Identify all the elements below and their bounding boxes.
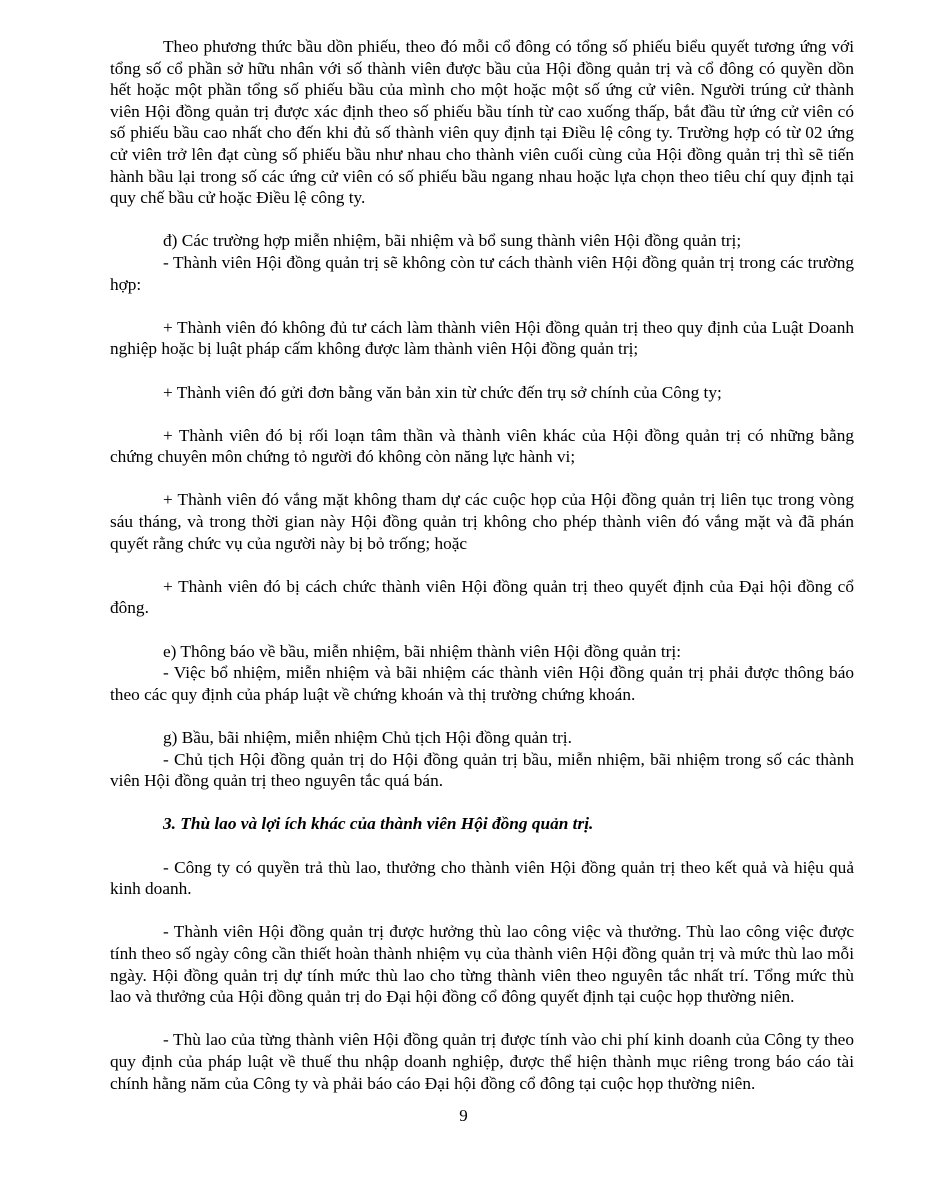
page-number: 9	[459, 1106, 468, 1125]
paragraph-chairman-body: - Chủ tịch Hội đồng quản trị do Hội đồng quản trị bầu, miễn nhiệm, bãi nhiệm trong số các thành viên Hội đồng quản trị theo nguyên tắc quá bán.	[110, 749, 854, 791]
list-item-mental-disorder: + Thành viên đó bị rối loạn tâm thần và thành viên khác của Hội đồng quản trị có những bằng chứng chuyên môn chứng tỏ người đó không còn năng lực hành vi;	[110, 425, 854, 467]
paragraph-cumulative-voting: Theo phương thức bầu dồn phiếu, theo đó mỗi cổ đông có tổng số phiếu biểu quyết tương ứng với tổng số cổ phần sở hữu nhân với số thành viên được bầu của Hội đồng quản trị và cổ đông có quyền dồn hết hoặc một phần tổng số phiếu bầu của mình cho một hoặc một số ứng cử viên. Người trúng cử thành viên Hội đồng quản trị được xác định theo số phiếu bầu tính từ cao xuống thấp, bắt đầu từ ứng cử viên có số phiếu bầu cao nhất cho đến khi đủ số thành viên quy định tại Điều lệ công ty. Trường hợp có từ 02 ứng cử viên trở lên đạt cùng số phiếu bầu như nhau cho thành viên cuối cùng của Hội đồng quản trị thì sẽ tiến hành bầu lại trong số các ứng cử viên có số phiếu bầu ngang nhau hoặc lựa chọn theo tiêu chí quy định tại quy chế bầu cử hoặc Điều lệ công ty.	[110, 37, 854, 208]
list-item-not-qualified: + Thành viên đó không đủ tư cách làm thành viên Hội đồng quản trị theo quy định của Luật Doanh nghiệp hoặc bị luật pháp cấm không được làm thành viên Hội đồng quản trị;	[110, 317, 854, 359]
paragraph-notification-heading: e) Thông báo về bầu, miễn nhiệm, bãi nhiệm thành viên Hội đồng quản trị:	[163, 641, 682, 661]
paragraph-remuneration-accounting: - Thù lao của từng thành viên Hội đồng quản trị được tính vào chi phí kinh doanh của Công ty theo quy định của pháp luật về thuế thu nhập doanh nghiệp, được thể hiện thành mục riêng trong báo cáo tài chính hằng năm của Công ty và phải báo cáo Đại hội đồng cổ đông tại cuộc họp thường niên.	[110, 1030, 854, 1093]
list-item-resignation: + Thành viên đó gửi đơn bằng văn bản xin từ chức đến trụ sở chính của Công ty;	[163, 382, 722, 402]
list-item-absence: + Thành viên đó vắng mặt không tham dự các cuộc họp của Hội đồng quản trị liên tục trong vòng sáu tháng, và trong thời gian này Hội đồng quản trị không cho phép thành viên đó vắng mặt và đã phán quyết rằng chức vụ của người này bị bỏ trống; hoặc	[110, 490, 854, 553]
paragraph-remuneration-right: - Công ty có quyền trả thù lao, thưởng cho thành viên Hội đồng quản trị theo kết quả và hiệu quả kinh doanh.	[110, 857, 854, 899]
paragraph-chairman-heading: g) Bầu, bãi nhiệm, miễn nhiệm Chủ tịch Hội đồng quản trị.	[163, 728, 572, 747]
paragraph-notification-body: - Việc bổ nhiệm, miễn nhiệm và bãi nhiệm các thành viên Hội đồng quản trị phải được thông báo theo các quy định của pháp luật về chứng khoán và thị trường chứng khoán.	[110, 663, 854, 704]
paragraph-dismissal-heading: đ) Các trường hợp miễn nhiệm, bãi nhiệm và bổ sung thành viên Hội đồng quản trị;	[163, 231, 742, 251]
document-body	[110, 36, 854, 1094]
paragraph-loss-of-status: - Thành viên Hội đồng quản trị sẽ không còn tư cách thành viên Hội đồng quản trị trong các trường hợp:	[110, 252, 854, 294]
section-heading-remuneration: 3. Thù lao và lợi ích khác của thành viên Hội đồng quản trị.	[163, 814, 594, 834]
paragraph-remuneration-calculation: - Thành viên Hội đồng quản trị được hưởng thù lao công việc và thưởng. Thù lao công việc được tính theo số ngày công cần thiết hoàn thành nhiệm vụ của thành viên Hội đồng quản trị và mức thù lao mỗi ngày. Hội đồng quản trị dự tính mức thù lao cho từng thành viên theo nguyên tắc nhất trí. Tổng mức thù lao và thưởng của Hội đồng quản trị do Đại hội đồng cổ đông quyết định tại cuộc họp thường niên.	[110, 922, 854, 1007]
list-item-removal: + Thành viên đó bị cách chức thành viên Hội đồng quản trị theo quyết định của Đại hội đồng cổ đông.	[110, 576, 854, 618]
